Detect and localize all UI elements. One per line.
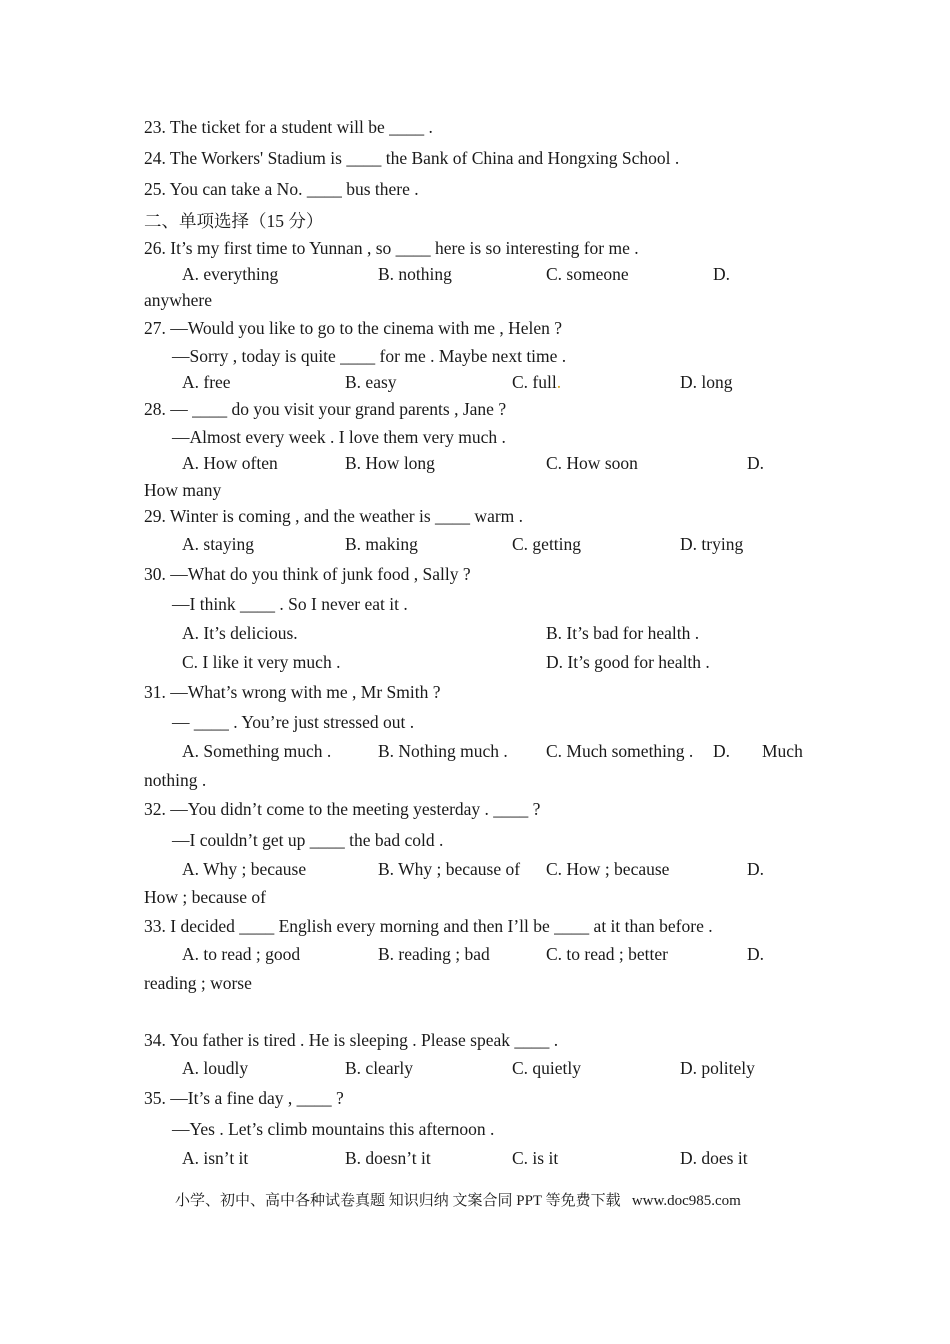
q34-option-c: C. quietly [512, 1058, 582, 1078]
question-35-stem: 35. —It’s a fine day , ____ ? [144, 1088, 344, 1108]
q30-option-a: A. It’s delicious. [182, 623, 298, 643]
q28-option-d: D. [747, 453, 765, 473]
question-28-stem: 28. — ____ do you visit your grand parents , Jane ? [144, 399, 507, 419]
q32-option-c: C. How ; because [546, 859, 670, 879]
question-31-stem: 31. —What’s wrong with me , Mr Smith ? [144, 682, 441, 702]
q26-option-d-wrap: anywhere [144, 290, 213, 310]
q27-dot-mark: . [556, 372, 562, 392]
q35-option-d: D. does it [680, 1148, 748, 1168]
q30-option-b: B. It’s bad for health . [546, 623, 700, 643]
question-30-line2: —I think ____ . So I never eat it . [172, 594, 408, 614]
q28-option-c: C. How soon [546, 453, 638, 473]
q32-option-d-wrap: How ; because of [144, 887, 266, 907]
question-23: 23. The ticket for a student will be ____ . [144, 117, 433, 137]
q26-option-a: A. everything [182, 264, 279, 284]
q31-option-b: B. Nothing much . [378, 741, 508, 761]
q27-option-a: A. free [182, 372, 231, 392]
q30-option-d: D. It’s good for health . [546, 652, 710, 672]
question-35-line2: —Yes . Let’s climb mountains this afternoon . [172, 1119, 495, 1139]
q34-option-b: B. clearly [345, 1058, 414, 1078]
section-title: 二、单项选择（15 分） [144, 211, 324, 231]
question-26-stem: 26. It’s my first time to Yunnan , so ____ here is so interesting for me . [144, 238, 639, 258]
q31-option-d-wrap: nothing . [144, 770, 207, 790]
q33-option-d: D. [747, 944, 765, 964]
question-24: 24. The Workers' Stadium is ____ the Bank of China and Hongxing School . [144, 148, 680, 168]
q35-option-a: A. isn’t it [182, 1148, 249, 1168]
q34-option-d: D. politely [680, 1058, 755, 1078]
question-28-line2: —Almost every week . I love them very much . [172, 427, 506, 447]
q29-option-b: B. making [345, 534, 418, 554]
q31-option-d: D. [713, 741, 731, 761]
q27-option-d: D. long [680, 372, 733, 392]
q33-option-b: B. reading ; bad [378, 944, 490, 964]
q27-option-c: C. full. [512, 372, 562, 392]
q28-option-a: A. How often [182, 453, 278, 473]
q29-option-d: D. trying [680, 534, 744, 554]
q26-option-c: C. someone [546, 264, 629, 284]
question-32-stem: 32. —You didn’t come to the meeting yesterday . ____ ? [144, 799, 541, 819]
q26-option-d: D. [713, 264, 731, 284]
q32-option-b: B. Why ; because of [378, 859, 521, 879]
question-30-stem: 30. —What do you think of junk food , Sally ? [144, 564, 471, 584]
q30-option-c: C. I like it very much . [182, 652, 341, 672]
q31-option-d-text: Much [762, 741, 803, 761]
q29-option-a: A. staying [182, 534, 254, 554]
q32-option-a: A. Why ; because [182, 859, 307, 879]
q34-option-a: A. loudly [182, 1058, 249, 1078]
q28-option-b: B. How long [345, 453, 435, 473]
q31-option-a: A. Something much . [182, 741, 332, 761]
q33-option-d-wrap: reading ; worse [144, 973, 252, 993]
question-34-stem: 34. You father is tired . He is sleeping . Please speak ____ . [144, 1030, 559, 1050]
q26-option-b: B. nothing [378, 264, 452, 284]
question-27-stem: 27. —Would you like to go to the cinema with me , Helen ? [144, 318, 563, 338]
question-27-line2: —Sorry , today is quite ____ for me . Maybe next time . [172, 346, 567, 366]
q35-option-c: C. is it [512, 1148, 559, 1168]
page-footer: 小学、初中、高中各种试卷真题 知识归纳 文案合同 PPT 等免费下载 www.doc985.com [175, 1193, 741, 1209]
question-32-line2: —I couldn’t get up ____ the bad cold . [172, 830, 444, 850]
q31-option-c: C. Much something . [546, 741, 694, 761]
question-31-line2: — ____ . You’re just stressed out . [172, 712, 415, 732]
q32-option-d: D. [747, 859, 765, 879]
question-33-stem: 33. I decided ____ English every morning and then I’ll be ____ at it than before . [144, 916, 713, 936]
question-29-stem: 29. Winter is coming , and the weather is ____ warm . [144, 506, 524, 526]
q33-option-a: A. to read ; good [182, 944, 301, 964]
q29-option-c: C. getting [512, 534, 582, 554]
q33-option-c: C. to read ; better [546, 944, 668, 964]
question-25: 25. You can take a No. ____ bus there . [144, 179, 419, 199]
q27-option-b: B. easy [345, 372, 397, 392]
q35-option-b: B. doesn’t it [345, 1148, 431, 1168]
q28-option-d-wrap: How many [144, 480, 222, 500]
